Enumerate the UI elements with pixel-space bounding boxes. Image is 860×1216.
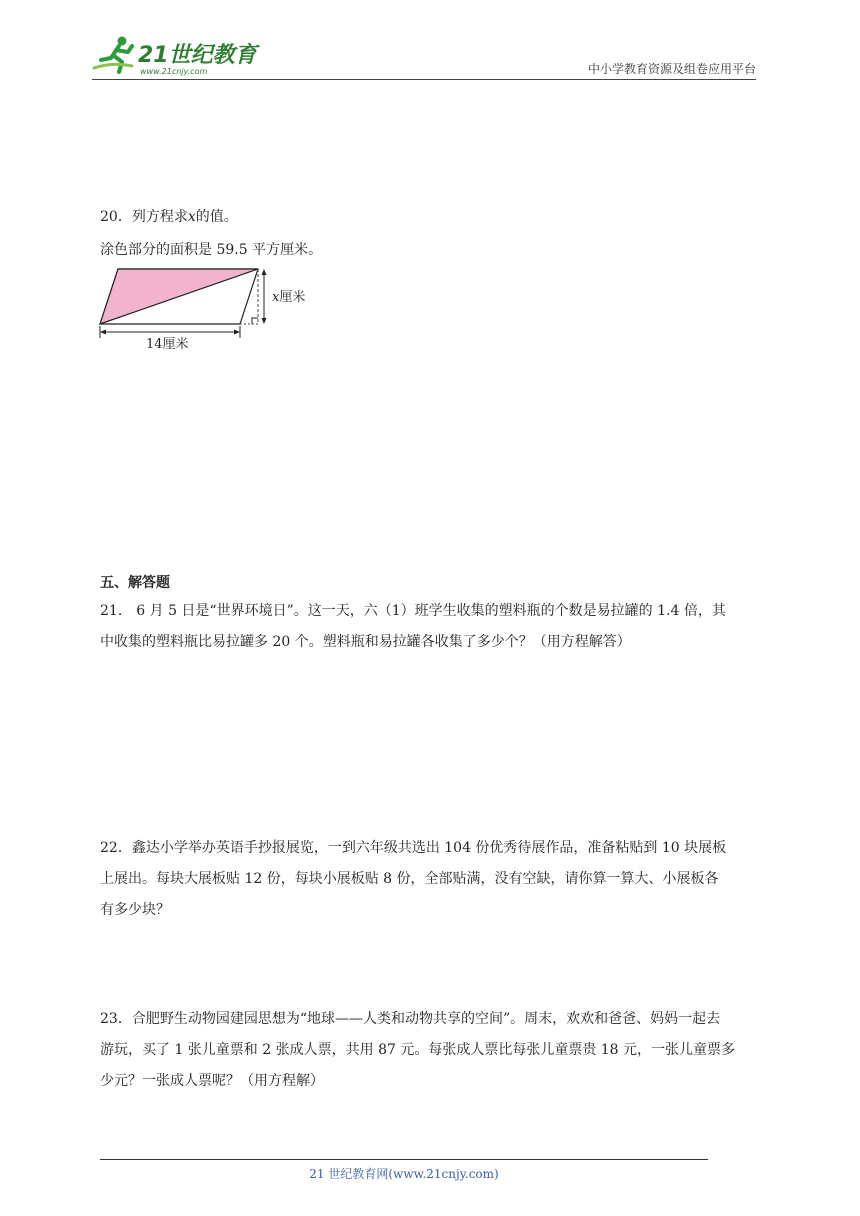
question-20-variable: x — [187, 209, 196, 225]
height-label: x厘米 — [272, 290, 306, 305]
question-20-suffix: 的值。 — [195, 209, 238, 225]
parallelogram-figure — [92, 262, 322, 354]
question-21-line-1: 21． 6 月 5 日是“世界环境日”。这一天，六（1）班学生收集的塑料瓶的个数是易拉罐的 1.4 倍，其 — [100, 603, 726, 619]
height-arrowhead-bottom — [262, 318, 267, 324]
question-22 — [100, 833, 765, 926]
question-20-given: 涂色部分的面积是 59.5 平方厘米。 — [100, 242, 323, 258]
base-label: 14厘米 — [146, 337, 189, 352]
right-angle-marker — [252, 318, 258, 324]
footer-link[interactable]: 21 世纪教育网(www.21cnjy.com) — [309, 1167, 499, 1181]
logo-url: www.21cnjy.com — [140, 67, 208, 76]
platform-name: 中小学教育资源及组卷应用平台 — [587, 62, 756, 76]
question-22-line-1: 22．鑫达小学举办英语手抄报展览，一到六年级共选出 104 份优秀待展作品，准备粘贴到 10 块展板 — [100, 840, 727, 856]
section-5-title: 五、解答题 — [100, 575, 170, 591]
question-23-line-3: 少元？一张成人票呢？（用方程解） — [100, 1073, 324, 1089]
question-20-prompt — [100, 210, 238, 225]
height-arrowhead-top — [262, 269, 267, 275]
runner-icon — [94, 37, 132, 73]
base-arrowhead-left — [100, 330, 106, 335]
question-22-line-3: 有多少块？ — [100, 902, 170, 918]
base-arrowhead-right — [234, 330, 240, 335]
header-divider — [92, 79, 756, 80]
question-23-line-2: 游玩，买了 1 张儿童票和 2 张成人票，共用 87 元。每张成人票比每张儿童票贵 18 元，一张儿童票多 — [100, 1042, 736, 1058]
question-20-number: 20．列方程求 — [100, 209, 188, 225]
footer-divider — [100, 1159, 708, 1160]
question-21 — [100, 596, 765, 658]
logo-text: 21世纪教育 — [138, 43, 257, 68]
question-21-line-2: 中收集的塑料瓶比易拉罐多 20 个。塑料瓶和易拉罐各收集了多少个？（用方程解答） — [100, 634, 631, 650]
question-22-line-2: 上展出。每块大展板贴 12 份，每块小展板贴 8 份，全部贴满，没有空缺，请你算一算大、小展板各 — [100, 871, 719, 887]
question-23-line-1: 23．合肥野生动物园建园思想为“地球——人类和动物共享的空间”。周末，欢欢和爸爸、妈妈一起去 — [100, 1011, 721, 1027]
site-logo — [92, 34, 262, 78]
question-23 — [100, 1004, 765, 1097]
